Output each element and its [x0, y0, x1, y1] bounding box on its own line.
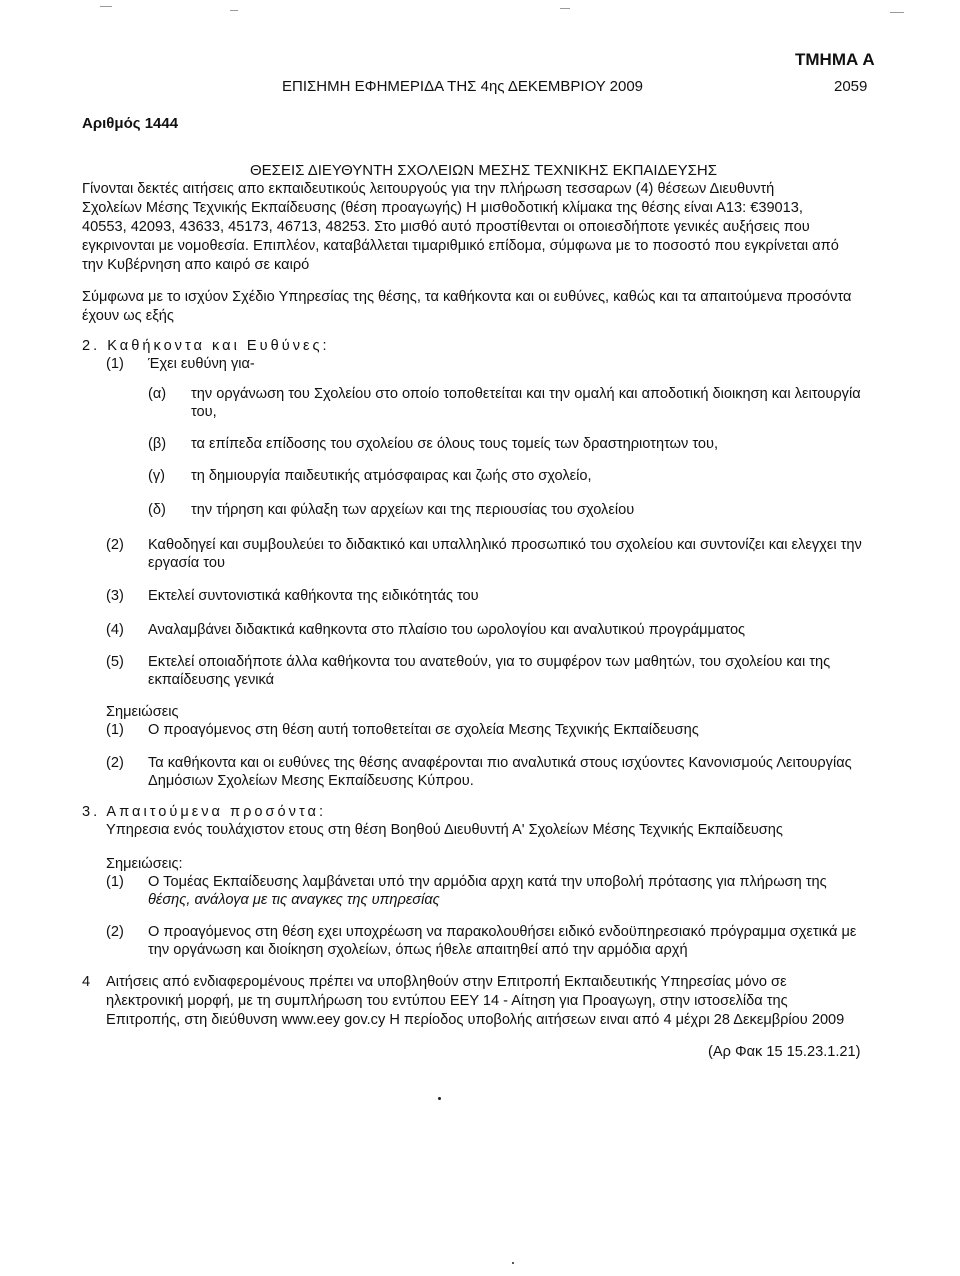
duty-item-text: τη δημιουργία παιδευτικής ατμόσφαιρας και ζωής στο σχολείο, [191, 468, 592, 484]
intro-line: την Κυβέρνηση απο καιρό σε καιρό [82, 257, 310, 273]
duty-sub-label: (5) [106, 654, 124, 670]
notes-heading: Σημειώσεις: [106, 856, 183, 872]
intro-line: 40553, 42093, 43633, 45173, 46713, 48253. Στο μισθό αυτό προστίθενται οι οποιεσδήποτε γενικές αυξήσεις που [82, 219, 810, 235]
duty-item-label: (β) [148, 436, 167, 452]
intro-line: Γίνονται δεκτές αιτήσεις απο εκπαιδευτικούς λειτουργούς για την πλήρωση τεσσαρων (4) θέσεων Διευθυντή [82, 181, 775, 197]
intro-line: εγκρινονται με νομοθεσία. Επιπλέον, καταβάλλεται τιμαριθμικό επίδομα, σύμφωνα με το ποσοστό που εγκρίνεται από [82, 238, 839, 254]
scan-mark [560, 8, 570, 9]
note-text: Τα καθήκοντα και οι ευθύνες της θέσης αναφέρονται πιο αναλυτικά στους ισχύοντες Κανονισμούς Λειτουργίας [148, 755, 852, 771]
duty-item-label: (γ) [148, 468, 166, 484]
duty-sub-text: Αναλαμβάνει διδακτικά καθηκοντα στο πλαίσιο του ωρολογίου και αναλυτικού προγράμματος [148, 622, 746, 638]
applications-line: Αιτήσεις από ενδιαφερομένους πρέπει να υποβληθούν στην Επιτροπή Εκπαιδευτικής Υπηρεσίας μόνο σε [106, 974, 787, 990]
duty-sub-text: Εκτελεί συντονιστικά καθήκοντα της ειδικότητάς του [148, 588, 479, 604]
note-text: Δημόσιων Σχολείων Μεσης Εκπαίδευσης Κύπρου. [148, 773, 474, 789]
scan-mark [890, 12, 904, 13]
note-label: (1) [106, 874, 124, 890]
notes-heading: Σημειώσεις [106, 704, 179, 720]
intro-line: Σχολείων Μέσης Τεχνικής Εκπαίδευσης (θέση προαγωγής) Η μισθοδοτική κλίμακα της θέσης είναι Α13: €39013, [82, 200, 803, 216]
scheme-line: έχουν ως εξής [82, 308, 174, 324]
scan-dot [512, 1262, 514, 1264]
applications-line: Επιτροπής, στη διεύθυνση www.eey gov.cy Η περίοδος υποβολής αιτήσεων ειναι από 4 μέχρι 28 Δεκεμβρίου 2009 [106, 1012, 845, 1028]
file-reference: (Αρ Φακ 15 15.23.1.21) [708, 1044, 861, 1060]
note-label: (2) [106, 755, 124, 771]
qualifications-text: Υπηρεσια ενός τουλάχιστον ετους στη θέση Βοηθού Διευθυντή Α' Σχολείων Μέσης Τεχνικής Εκπαίδευσης [106, 822, 783, 838]
note-text: την οργάνωση και διοίκηση σχολείων, όπως ήθελε απαιτηθεί από την αρμόδια αρχή [148, 942, 688, 958]
scan-mark [100, 6, 112, 7]
duty-item-text: την οργάνωση του Σχολείου στο οποίο τοποθετείται και την ομαλή και αποδοτική διοικηση και λειτουργία [191, 386, 861, 402]
duty-sub-text: εκπαίδευσης γενικά [148, 672, 275, 688]
duty-sub-text: Εκτελεί οποιαδήποτε άλλα καθήκοντα του ανατεθούν, για το συμφέρον των μαθητών, του σχολείου και της [148, 654, 831, 670]
page-number: 2059 [834, 78, 868, 95]
duty-item-label: (α) [148, 386, 167, 402]
duty-sub-text: εργασία του [148, 555, 225, 571]
duty-item-text: την τήρηση και φύλαξη των αρχείων και της περιουσίας του σχολείου [191, 502, 635, 518]
notice-number: Αριθμός 1444 [82, 115, 179, 132]
note-text: Ο Τομέας Εκπαίδευσης λαμβάνεται υπό την αρμόδια αρχη κατά την υποβολή πρότασης για πλήρωση της [148, 874, 827, 890]
scheme-line: Σύμφωνα με το ισχύον Σχέδιο Υπηρεσίας της θέσης, τα καθήκοντα και οι ευθύνες, καθώς και τα απαιτούμενα προσόντα [82, 289, 852, 305]
gazette-title: ΕΠΙΣΗΜΗ ΕΦΗΜΕΡΙΔΑ ΤΗΣ 4ης ΔΕΚΕΜΒΡΙΟΥ 2009 [282, 78, 644, 95]
duty-item-text: του, [191, 404, 217, 420]
duty-sub-text: Έχει ευθύνη για- [148, 356, 255, 372]
duty-sub-text: Καθοδηγεί και συμβουλεύει το διδακτικό και υπαλληλικό προσωπικό του σχολείου και συντονίζει και ελεγχει την [148, 537, 862, 553]
section-label: ΤΜΗΜΑ Α [795, 50, 875, 69]
notice-title: ΘΕΣΕΙΣ ΔΙΕΥΘΥΝΤΗ ΣΧΟΛΕΙΩΝ ΜΕΣΗΣ ΤΕΧΝΙΚΗΣ ΕΚΠΑΙΔΕΥΣΗΣ [250, 162, 717, 179]
note-text: θέσης, ανάλογα με τις αναγκες της υπηρεσίας [148, 892, 440, 908]
note-label: (2) [106, 924, 124, 940]
scan-dot [438, 1097, 441, 1100]
duty-sub-label: (3) [106, 588, 124, 604]
note-text: Ο προαγόμενος στη θέση αυτή τοποθετείται σε σχολεία Μεσης Τεχνικής Εκπαίδευσης [148, 722, 699, 738]
duty-item-label: (δ) [148, 502, 166, 518]
qualifications-heading: 3. Απαιτούμενα προσόντα: [82, 804, 327, 820]
duty-sub-label: (1) [106, 356, 124, 372]
applications-label: 4 [82, 974, 91, 990]
duty-sub-label: (4) [106, 622, 124, 638]
scan-mark [230, 10, 238, 11]
note-label: (1) [106, 722, 124, 738]
duty-item-text: τα επίπεδα επίδοσης του σχολείου σε όλους τους τομείς των δραστηριοτητων του, [191, 436, 719, 452]
duty-sub-label: (2) [106, 537, 124, 553]
note-text: Ο προαγόμενος στη θέση εχει υποχρέωση να παρακολουθήσει ειδικό ενδοϋπηρεσιακό πρόγραμμα σχετικά με [148, 924, 857, 940]
duties-heading: 2. Καθήκοντα και Ευθύνες: [82, 338, 330, 354]
applications-line: ηλεκτρονική μορφή, με τη συμπλήρωση του εντύπου ΕΕΥ 14 - Αίτηση για Προαγωγη, στην ιστοσελίδα της [106, 993, 788, 1009]
